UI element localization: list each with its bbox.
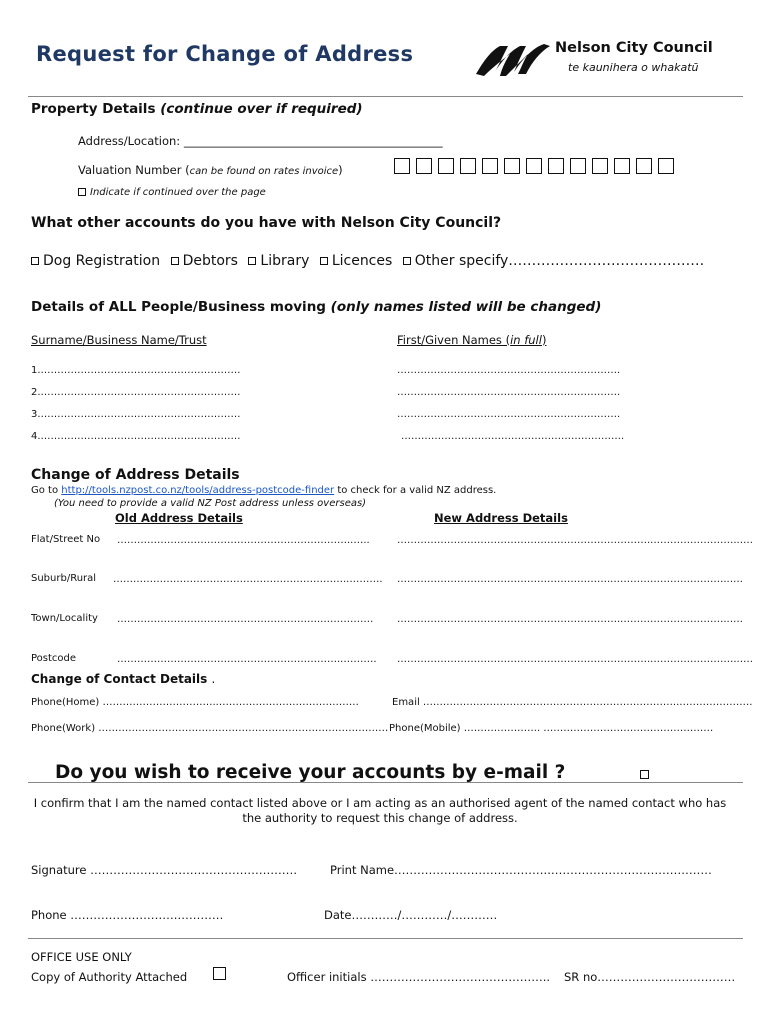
email-accounts-checkbox[interactable] [640,770,649,779]
library-checkbox[interactable] [248,257,256,265]
email-question: Do you wish to receive your accounts by e-mail ? [55,762,566,783]
nzpost-link[interactable]: http://tools.nzpost.co.nz/tools/address-postcode-finder [61,485,335,496]
date-field[interactable]: Date…………/…………/………… [324,908,498,922]
postcode-label: Postcode [31,653,77,664]
office-use-heading: OFFICE USE ONLY [31,950,132,964]
continued-checkbox[interactable] [78,188,86,196]
new-address-header: New Address Details [434,511,568,525]
valuation-number-boxes[interactable] [394,155,680,174]
contact-heading: Change of Contact Details . [31,672,216,686]
old-town-field[interactable]: ……………………………………………………..…………… [117,614,374,625]
surname-field-4[interactable]: 4.…………………………………………………… [31,431,241,442]
copy-authority-checkbox[interactable] [213,967,226,980]
phone-work-field[interactable]: Phone(Work) …………………………………………………………………………… [31,723,389,734]
sr-number-field[interactable]: SR no……………………………… [564,970,736,984]
nz-address-note: (You need to provide a valid NZ Post address unless overseas) [54,498,367,509]
old-flat-street-field[interactable]: ……………………………………………………………..….. [117,535,370,546]
phone-mobile-field[interactable]: Phone(Mobile) ………………….. …………………………………………… [389,723,714,734]
property-heading: Property Details (continue over if required) [31,101,363,117]
accounts-heading: What other accounts do you have with Nelson City Council? [31,215,502,231]
email-divider [28,782,743,783]
signature-field[interactable]: Signature ……………………………………………… [31,863,298,877]
first-names-column-header: First/Given Names (in full) [397,333,547,347]
surname-field-1[interactable]: 1.…………………………………………………… [31,365,241,376]
email-field[interactable]: Email …………………………………………………………………..…………………. [392,697,753,708]
officer-initials-field[interactable]: Officer initials ……………………………………….. [287,970,551,984]
dog-registration-checkbox[interactable] [31,257,39,265]
page-title: Request for Change of Address [36,42,414,66]
logo-subtitle: te kaunihera o whakatū [568,61,699,74]
address-location-field[interactable]: Address/Location: _____________________________________________ [78,134,443,148]
old-address-header: Old Address Details [115,511,243,525]
first-names-field-3[interactable]: …………………………………………………………. [397,409,621,420]
surname-field-2[interactable]: 2.…………………………………………………… [31,387,241,398]
debtors-checkbox[interactable] [171,257,179,265]
confirmation-statement: I confirm that I am the named contact listed above or I am acting as an authorised agent of the named contact who has the authority to request this change of address. [33,796,727,825]
people-heading: Details of ALL People/Business moving (only names listed will be changed) [31,299,602,315]
surname-field-3[interactable]: 3.…………………………………………………… [31,409,241,420]
first-names-field-2[interactable]: …………………………………………………………. [397,387,621,398]
suburb-rural-label: Suburb/Rural [31,573,97,584]
licences-checkbox[interactable] [320,257,328,265]
header-divider [28,96,743,97]
phone-home-field[interactable]: Phone(Home) ……………………………..…………………………………… [31,697,359,708]
continued-checkbox-row[interactable]: Indicate if continued over the page [78,187,266,198]
surname-column-header: Surname/Business Name/Trust [31,333,207,347]
old-postcode-field[interactable]: …………………………………………………………..………. [117,654,377,665]
first-names-field-4[interactable]: …………………………………………………………. [401,431,625,442]
new-flat-street-field[interactable]: …………………………………………………………………..……………………..…. [397,535,753,546]
first-names-field-1[interactable]: …………………………………………………………. [397,365,621,376]
office-divider [28,938,743,939]
change-address-heading: Change of Address Details [31,467,240,483]
nzpost-instructions: Go to http://tools.nzpost.co.nz/tools/address-postcode-finder to check for a valid NZ address. [31,485,497,496]
new-town-field[interactable]: …………………………………………………………..…………………………..…. [397,614,743,625]
new-postcode-field[interactable]: …………………………………………………………………..……………………..…. [397,654,753,665]
logo-name: Nelson City Council [555,40,713,56]
new-suburb-field[interactable]: ………………………………………………………..……………………………..…. [397,574,743,585]
town-locality-label: Town/Locality [31,613,98,624]
print-name-field[interactable]: Print Name…………………………………..…………………………………… [330,863,712,877]
accounts-options[interactable]: Dog Registration Debtors Library Licences Other specify…………………………………… [31,253,704,269]
other-checkbox[interactable] [403,257,411,265]
valuation-number-label: Valuation Number (can be found on rates invoice) [78,163,343,177]
old-suburb-field[interactable]: ……………………………………………………………..………. [113,574,383,585]
nelson-logo-icon [474,40,554,80]
phone-field[interactable]: Phone ……………………….………… [31,908,224,922]
flat-street-label: Flat/Street No [31,534,101,545]
copy-authority-row: Copy of Authority Attached [31,970,188,984]
